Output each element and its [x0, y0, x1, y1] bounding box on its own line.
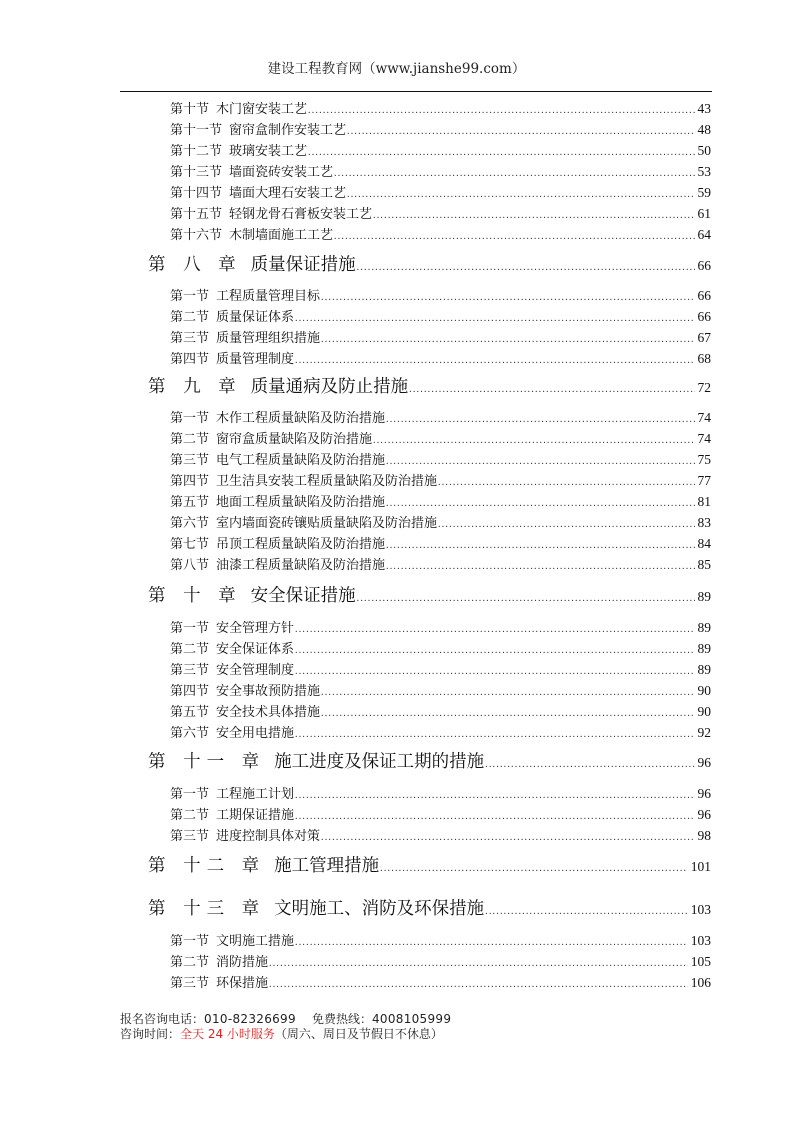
toc-entry-number: 第七节 [170, 537, 210, 552]
toc-section-entry[interactable] [170, 449, 711, 470]
toc-entry-page-number: 61 [697, 206, 711, 221]
toc-entry-label [170, 952, 268, 973]
toc-leader-dots [438, 472, 694, 493]
toc-entry-title: 安全事故预防措施 [216, 684, 321, 699]
toc-leader-dots [386, 409, 694, 430]
toc-entry-number: 第三节 [170, 331, 210, 346]
footer-hours-line [120, 1027, 451, 1042]
toc-entry-number: 第十二节 [170, 144, 223, 159]
toc-entry-title: 墙面大理石安装工艺 [229, 186, 347, 201]
toc-entry-label [170, 555, 385, 576]
toc-leader-dots [347, 184, 694, 205]
toc-chapter-entry[interactable] [148, 252, 711, 278]
toc-entry-number: 第十节 [170, 102, 210, 117]
toc-leader-dots [308, 100, 694, 121]
toc-section-entry[interactable] [170, 470, 711, 491]
footer-contact-line [120, 1012, 451, 1027]
toc-entry-page-number: 103 [690, 933, 711, 948]
toc-chapter-entry[interactable] [148, 583, 711, 609]
toc-leader-dots [308, 142, 694, 163]
toc-entry-page-number: 66 [697, 288, 711, 303]
toc-entry-number: 第五节 [170, 495, 210, 510]
toc-entry-title: 木门窗安装工艺 [216, 102, 308, 117]
toc-entry-page-number: 72 [697, 380, 711, 395]
toc-entry-number: 第 十二 章 [148, 856, 266, 876]
toc-entry-title: 吊顶工程质量缺陷及防治措施 [216, 537, 386, 552]
toc-entry-title: 工程质量管理目标 [216, 289, 321, 304]
toc-leader-dots [347, 121, 694, 142]
toc-entry-title: 安全保证措施 [250, 586, 356, 606]
toc-entry-title: 窗帘盒制作安装工艺 [229, 123, 347, 138]
toc-entry-title: 工期保证措施 [216, 808, 295, 823]
toc-entry-page-number: 64 [697, 227, 711, 242]
toc-entry-number: 第 八 章 [148, 255, 242, 275]
toc-entry-label [170, 471, 437, 492]
toc-entry-title: 质量保证措施 [250, 255, 356, 275]
toc-entry-page-number: 96 [697, 755, 711, 770]
toc-entry-title: 工程施工计划 [216, 787, 295, 802]
toc-entry-page-number: 66 [697, 258, 711, 273]
toc-entry-page-number: 48 [697, 122, 711, 137]
toc-leader-dots [295, 724, 694, 745]
toc-entry-number: 第 九 章 [148, 377, 242, 397]
toc-entry-label [170, 141, 307, 162]
toc-leader-dots [485, 752, 694, 778]
toc-entry-page-number: 50 [697, 143, 711, 158]
toc-entry-title: 轻钢龙骨石膏板安装工艺 [229, 207, 373, 222]
toc-section-entry[interactable] [170, 783, 711, 804]
toc-entry-page-number: 85 [697, 557, 711, 572]
toc-entry-label [170, 162, 333, 183]
toc-entry-title: 施工管理措施 [274, 856, 380, 876]
page-header: 建设工程教育网（www.jianshe99.com） [267, 61, 526, 77]
toc-entry-title: 玻璃安装工艺 [229, 144, 308, 159]
toc-entry-title: 窗帘盒质量缺陷及防治措施 [216, 432, 373, 447]
toc-leader-dots [321, 287, 694, 308]
toc-section-entry[interactable] [170, 348, 711, 369]
toc-leader-dots [485, 899, 688, 925]
toc-entry-page-number: 84 [697, 536, 711, 551]
toc-entry-page-number: 89 [697, 662, 711, 677]
toc-entry-number: 第一节 [170, 411, 210, 426]
toc-entry-title: 质量通病及防止措施 [250, 377, 409, 397]
toc-entry-label [148, 749, 484, 775]
toc-entry-title: 环保措施 [216, 976, 269, 991]
toc-entry-label [148, 853, 379, 879]
toc-entry-number: 第五节 [170, 705, 210, 720]
toc-entry-number: 第一节 [170, 621, 210, 636]
toc-section-entry[interactable] [170, 930, 711, 951]
toc-leader-dots [373, 205, 694, 226]
toc-entry-page-number: 101 [690, 859, 711, 874]
toc-entry-number: 第四节 [170, 474, 210, 489]
toc-entry-page-number: 68 [697, 351, 711, 366]
toc-leader-dots [295, 619, 694, 640]
toc-entry-label [170, 429, 372, 450]
toc-entry-title: 消防措施 [216, 955, 269, 970]
hours-highlight: 全天 24 小时服务 [180, 1027, 275, 1041]
toc-section-entry[interactable] [170, 98, 711, 119]
toc-entry-label [170, 328, 320, 349]
toc-entry-number: 第十六节 [170, 228, 223, 243]
toc-entry-number: 第十一节 [170, 123, 223, 138]
toc-entry-title: 质量管理制度 [216, 352, 295, 367]
toc-entry-title: 质量保证体系 [216, 310, 295, 325]
toc-entry-number: 第 十 章 [148, 586, 242, 606]
toc-leader-dots [321, 329, 694, 350]
toc-section-entry[interactable] [170, 512, 711, 533]
toc-entry-page-number: 92 [697, 725, 711, 740]
toc-entry-title: 木作工程质量缺陷及防治措施 [216, 411, 386, 426]
toc-section-entry[interactable] [170, 825, 711, 846]
toc-section-entry[interactable] [170, 407, 711, 428]
toc-entry-page-number: 59 [697, 185, 711, 200]
toc-entry-number: 第十四节 [170, 186, 223, 201]
toc-chapter-entry[interactable] [148, 896, 711, 922]
toc-entry-page-number: 90 [697, 683, 711, 698]
toc-section-entry[interactable] [170, 161, 711, 182]
toc-entry-label [148, 374, 408, 400]
toc-entry-label [170, 534, 385, 555]
toc-entry-page-number: 89 [697, 589, 711, 604]
toc-leader-dots [386, 556, 694, 577]
toc-entry-label [170, 826, 320, 847]
header-rule [120, 91, 712, 92]
toc-leader-dots [295, 350, 694, 371]
toc-entry-number: 第三节 [170, 829, 210, 844]
toc-chapter-entry[interactable] [148, 749, 711, 775]
toc-entry-label [170, 639, 294, 660]
toc-entry-label [170, 681, 320, 702]
toc-entry-number: 第十三节 [170, 165, 223, 180]
phone-label: 报名咨询电话： [120, 1012, 205, 1026]
toc-leader-dots [295, 932, 688, 953]
toc-leader-dots [373, 430, 694, 451]
toc-leader-dots [321, 827, 694, 848]
toc-section-entry[interactable] [170, 951, 711, 972]
toc-entry-number: 第三节 [170, 453, 210, 468]
toc-entry-label [148, 583, 356, 609]
toc-entry-title: 文明施工措施 [216, 934, 295, 949]
toc-section-entry[interactable] [170, 617, 711, 638]
toc-leader-dots [321, 682, 694, 703]
toc-entry-page-number: 98 [697, 828, 711, 843]
toc-entry-label [170, 120, 346, 141]
toc-section-entry[interactable] [170, 638, 711, 659]
toc-leader-dots [269, 953, 688, 974]
toc-entry-page-number: 43 [697, 101, 711, 116]
toc-entry-label [170, 183, 346, 204]
toc-entry-label [170, 225, 333, 246]
toc-entry-number: 第十五节 [170, 207, 223, 222]
toc-entry-number: 第二节 [170, 955, 210, 970]
toc-entry-number: 第六节 [170, 516, 210, 531]
toc-leader-dots [438, 514, 694, 535]
toc-entry-label [148, 896, 484, 922]
toc-leader-dots [295, 785, 694, 806]
toc-section-entry[interactable] [170, 659, 711, 680]
toc-section-entry[interactable] [170, 327, 711, 348]
hours-label: 咨询时间： [120, 1027, 181, 1041]
toc-entry-number: 第一节 [170, 934, 210, 949]
toc-entry-title: 电气工程质量缺陷及防治措施 [216, 453, 386, 468]
toc-entry-page-number: 81 [697, 494, 711, 509]
toc-entry-label [170, 973, 268, 994]
toc-entry-title: 安全用电措施 [216, 726, 295, 741]
toc-entry-label [170, 931, 294, 952]
toc-entry-page-number: 77 [697, 473, 711, 488]
toc-entry-page-number: 106 [690, 975, 711, 990]
toc-entry-page-number: 67 [697, 330, 711, 345]
toc-section-entry[interactable] [170, 491, 711, 512]
toc-section-entry[interactable] [170, 972, 711, 993]
toc-entry-label [170, 307, 294, 328]
toc-section-entry[interactable] [170, 224, 711, 245]
toc-entry-label [170, 723, 294, 744]
toc-leader-dots [386, 493, 694, 514]
toc-section-entry[interactable] [170, 203, 711, 224]
toc-entry-page-number: 89 [697, 641, 711, 656]
toc-entry-number: 第二节 [170, 808, 210, 823]
toc-entry-number: 第 十一 章 [148, 752, 266, 772]
toc-entry-title: 质量管理组织措施 [216, 331, 321, 346]
hours-note: （周六、周日及节假日不休息） [274, 1027, 443, 1041]
hotline-number: 4008105999 [371, 1012, 452, 1026]
hotline-label: 免费热线： [311, 1012, 372, 1026]
toc-entry-number: 第一节 [170, 787, 210, 802]
toc-entry-page-number: 75 [697, 452, 711, 467]
toc-entry-page-number: 96 [697, 807, 711, 822]
toc-entry-label [170, 450, 385, 471]
toc-entry-label [170, 702, 320, 723]
toc-entry-title: 施工进度及保证工期的措施 [274, 752, 485, 772]
toc-entry-page-number: 105 [690, 954, 711, 969]
toc-entry-title: 文明施工、消防及环保措施 [274, 899, 485, 919]
toc-section-entry[interactable] [170, 804, 711, 825]
toc-section-entry[interactable] [170, 119, 711, 140]
toc-entry-page-number: 66 [697, 309, 711, 324]
toc-section-entry[interactable] [170, 306, 711, 327]
toc-entry-label [170, 286, 320, 307]
toc-section-entry[interactable] [170, 428, 711, 449]
toc-entry-number: 第二节 [170, 432, 210, 447]
toc-leader-dots [334, 163, 694, 184]
toc-leader-dots [386, 535, 694, 556]
toc-entry-number: 第一节 [170, 289, 210, 304]
toc-entry-number: 第二节 [170, 310, 210, 325]
toc-leader-dots [295, 806, 694, 827]
toc-section-entry[interactable] [170, 680, 711, 701]
toc-leader-dots [295, 661, 694, 682]
toc-entry-number: 第三节 [170, 976, 210, 991]
toc-section-entry[interactable] [170, 533, 711, 554]
toc-entry-label [170, 349, 294, 370]
toc-section-entry[interactable] [170, 701, 711, 722]
toc-entry-page-number: 83 [697, 515, 711, 530]
toc-entry-page-number: 96 [697, 786, 711, 801]
toc-entry-page-number: 90 [697, 704, 711, 719]
toc-entry-label [170, 204, 372, 225]
toc-entry-number: 第八节 [170, 558, 210, 573]
toc-entry-title: 安全保证体系 [216, 642, 295, 657]
toc-entry-title: 安全技术具体措施 [216, 705, 321, 720]
toc-entry-number: 第二节 [170, 642, 210, 657]
toc-entry-page-number: 89 [697, 620, 711, 635]
toc-chapter-entry[interactable] [148, 374, 711, 400]
toc-section-entry[interactable] [170, 285, 711, 306]
toc-entry-title: 卫生洁具安装工程质量缺陷及防治措施 [216, 474, 438, 489]
toc-entry-number: 第三节 [170, 663, 210, 678]
toc-entry-title: 木制墙面施工工艺 [229, 228, 334, 243]
toc-leader-dots [295, 308, 694, 329]
toc-entry-title: 油漆工程质量缺陷及防治措施 [216, 558, 386, 573]
toc-entry-page-number: 74 [697, 410, 711, 425]
toc-entry-label [148, 252, 356, 278]
toc-leader-dots [357, 255, 695, 281]
toc-entry-title: 墙面瓷砖安装工艺 [229, 165, 334, 180]
toc-entry-label [170, 99, 307, 120]
toc-entry-label [170, 492, 385, 513]
toc-leader-dots [334, 226, 694, 247]
toc-entry-title: 地面工程质量缺陷及防治措施 [216, 495, 386, 510]
toc-entry-label [170, 513, 437, 534]
toc-entry-label [170, 805, 294, 826]
toc-section-entry[interactable] [170, 140, 711, 161]
toc-leader-dots [380, 856, 688, 882]
toc-leader-dots [357, 586, 695, 612]
toc-entry-title: 安全管理制度 [216, 663, 295, 678]
toc-leader-dots [409, 377, 694, 403]
toc-leader-dots [269, 974, 688, 995]
toc-section-entry[interactable] [170, 182, 711, 203]
toc-entry-title: 安全管理方针 [216, 621, 295, 636]
toc-leader-dots [295, 640, 694, 661]
toc-entry-label [170, 660, 294, 681]
toc-entry-number: 第四节 [170, 684, 210, 699]
toc-section-entry[interactable] [170, 554, 711, 575]
toc-entry-label [170, 784, 294, 805]
toc-leader-dots [386, 451, 694, 472]
toc-entry-number: 第 十三 章 [148, 899, 266, 919]
toc-entry-title: 进度控制具体对策 [216, 829, 321, 844]
footer [120, 1012, 451, 1042]
toc-entry-label [170, 618, 294, 639]
toc-section-entry[interactable] [170, 722, 711, 743]
toc-entry-page-number: 103 [690, 902, 711, 917]
toc-entry-page-number: 53 [697, 164, 711, 179]
toc-entry-title: 室内墙面瓷砖镶贴质量缺陷及防治措施 [216, 516, 438, 531]
toc-entry-number: 第四节 [170, 352, 210, 367]
toc-entry-number: 第六节 [170, 726, 210, 741]
toc-chapter-entry[interactable] [148, 853, 711, 879]
toc-entry-label [170, 408, 385, 429]
toc-leader-dots [321, 703, 694, 724]
toc-entry-page-number: 74 [697, 431, 711, 446]
phone-number: 010-82326699 [204, 1012, 296, 1026]
